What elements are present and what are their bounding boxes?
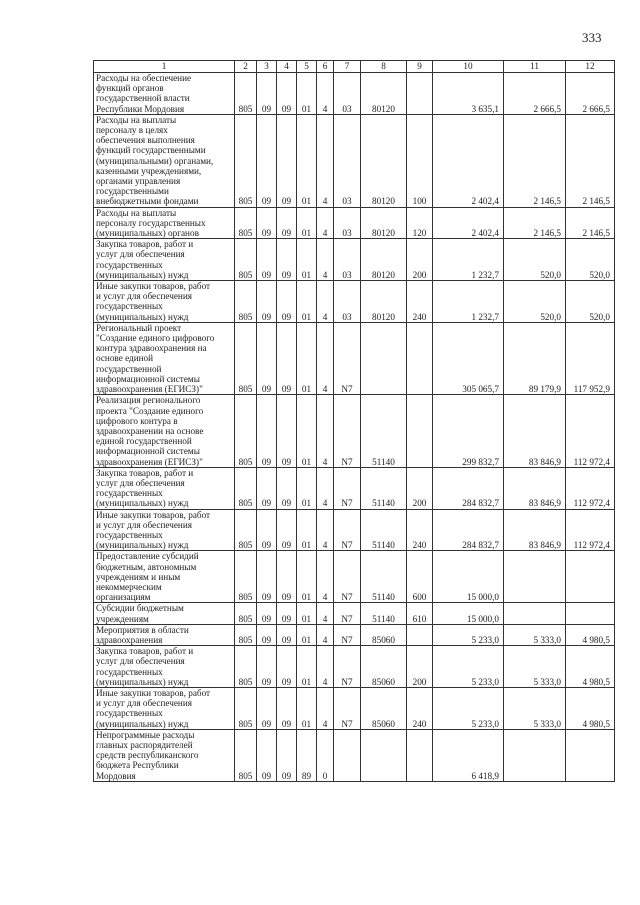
amount-cell: 3 635,1 bbox=[433, 73, 504, 115]
code-cell: 85060 bbox=[361, 687, 407, 729]
amount-cell: 6 418,9 bbox=[433, 729, 504, 781]
code-cell: 01 bbox=[297, 395, 317, 467]
table-row bbox=[94, 603, 615, 624]
code-cell: 805 bbox=[235, 646, 257, 688]
code-cell: 09 bbox=[277, 207, 297, 239]
row-name-line: (муниципальными) органами, bbox=[96, 155, 214, 166]
row-name-line: Предоставление субсидий bbox=[96, 551, 199, 562]
row-name-line: Республики Мордовия bbox=[96, 103, 185, 114]
code-cell: 09 bbox=[257, 646, 277, 688]
table-row bbox=[94, 687, 615, 729]
code-cell: 89 bbox=[297, 729, 317, 781]
code-cell: 0 bbox=[317, 729, 334, 781]
code-cell: 600 bbox=[407, 551, 433, 603]
table-row bbox=[94, 281, 615, 323]
code-cell: 80120 bbox=[361, 207, 407, 239]
code-cell: 805 bbox=[235, 509, 257, 551]
code-cell: 09 bbox=[277, 114, 297, 207]
amount-cell: 520,0 bbox=[504, 281, 566, 323]
code-cell: 09 bbox=[277, 729, 297, 781]
amount-cell: 4 980,5 bbox=[566, 646, 615, 688]
code-cell: 805 bbox=[235, 239, 257, 281]
row-name bbox=[94, 322, 235, 394]
row-name-line: Закупка товаров, работ и bbox=[96, 646, 194, 657]
amount-cell: 305 065,7 bbox=[433, 322, 504, 394]
code-cell: 100 bbox=[407, 114, 433, 207]
row-name-line: и услуг для обеспечения bbox=[96, 519, 192, 530]
code-cell: 80120 bbox=[361, 281, 407, 323]
code-cell: 01 bbox=[297, 687, 317, 729]
row-name-line: услуг для обеспечения bbox=[96, 249, 185, 260]
code-cell: 4 bbox=[317, 207, 334, 239]
row-name-line: бюджета Республики bbox=[96, 760, 179, 771]
row-name-line: здравоохранения (ЕГИСЗ)" bbox=[96, 456, 203, 467]
row-name-line: государственных bbox=[96, 708, 163, 719]
row-name-line: государственных bbox=[96, 529, 163, 540]
page-number: 333 bbox=[582, 30, 602, 45]
row-name-line: Иные закупки товаров, работ bbox=[96, 509, 211, 520]
amount-cell: 112 972,4 bbox=[566, 467, 615, 509]
code-cell: 01 bbox=[297, 281, 317, 323]
amount-cell: 2 666,5 bbox=[504, 73, 566, 115]
code-cell bbox=[407, 73, 433, 115]
code-cell: N7 bbox=[334, 467, 361, 509]
row-name-line: и услуг для обеспечения bbox=[96, 291, 192, 302]
table-header-row bbox=[94, 61, 615, 73]
row-name-line: Региональный проект bbox=[96, 322, 182, 333]
code-cell: 4 bbox=[317, 467, 334, 509]
row-name-line: основе единой bbox=[96, 353, 154, 364]
table-row bbox=[94, 322, 615, 394]
row-name-line: услуг для обеспечения bbox=[96, 656, 185, 667]
code-cell: 200 bbox=[407, 239, 433, 281]
row-name-line: органами управления bbox=[96, 176, 181, 187]
code-cell: 01 bbox=[297, 646, 317, 688]
code-cell: 01 bbox=[297, 239, 317, 281]
column-header: 4 bbox=[277, 61, 297, 73]
table-row bbox=[94, 551, 615, 603]
code-cell: 200 bbox=[407, 467, 433, 509]
code-cell: 4 bbox=[317, 239, 334, 281]
code-cell: 09 bbox=[257, 395, 277, 467]
amount-cell: 4 980,5 bbox=[566, 687, 615, 729]
row-name-line: государственных bbox=[96, 259, 163, 270]
row-name-line: Иные закупки товаров, работ bbox=[96, 687, 211, 698]
row-name-line: цифрового контура в bbox=[96, 415, 178, 426]
amount-cell: 2 402,4 bbox=[433, 207, 504, 239]
code-cell: 09 bbox=[277, 646, 297, 688]
row-name-line: государственной власти bbox=[96, 93, 190, 104]
code-cell: 51140 bbox=[361, 509, 407, 551]
column-header: 12 bbox=[566, 61, 615, 73]
code-cell: 805 bbox=[235, 729, 257, 781]
row-name-line: услуг для обеспечения bbox=[96, 477, 185, 488]
code-cell: 09 bbox=[257, 114, 277, 207]
amount-cell: 284 832,7 bbox=[433, 509, 504, 551]
code-cell: 03 bbox=[334, 73, 361, 115]
amount-cell: 520,0 bbox=[504, 239, 566, 281]
row-name-line: Мордовия bbox=[96, 770, 136, 781]
row-name-line: Непрограммные расходы bbox=[96, 729, 195, 740]
amount-cell bbox=[504, 603, 566, 624]
code-cell: 09 bbox=[257, 467, 277, 509]
code-cell: 09 bbox=[257, 509, 277, 551]
code-cell: 4 bbox=[317, 322, 334, 394]
code-cell: 200 bbox=[407, 646, 433, 688]
row-name bbox=[94, 729, 235, 781]
row-name bbox=[94, 551, 235, 603]
code-cell: N7 bbox=[334, 687, 361, 729]
column-header: 9 bbox=[407, 61, 433, 73]
amount-cell: 112 972,4 bbox=[566, 395, 615, 467]
code-cell: 4 bbox=[317, 281, 334, 323]
code-cell: 09 bbox=[277, 73, 297, 115]
code-cell: 4 bbox=[317, 114, 334, 207]
row-name-line: (муниципальных) нужд bbox=[96, 311, 189, 322]
code-cell bbox=[361, 322, 407, 394]
row-name-line: средств республиканского bbox=[96, 750, 199, 761]
row-name-line: контура здравоохранения на bbox=[96, 343, 207, 354]
code-cell: N7 bbox=[334, 322, 361, 394]
code-cell: 09 bbox=[257, 551, 277, 603]
row-name-line: государственных bbox=[96, 666, 163, 677]
code-cell bbox=[407, 624, 433, 645]
code-cell: N7 bbox=[334, 646, 361, 688]
amount-cell: 2 402,4 bbox=[433, 114, 504, 207]
amount-cell: 2 146,5 bbox=[566, 114, 615, 207]
table-row bbox=[94, 509, 615, 551]
code-cell: 09 bbox=[257, 729, 277, 781]
row-name-line: Расходы на выплаты bbox=[96, 114, 177, 125]
code-cell: 09 bbox=[277, 467, 297, 509]
code-cell: 01 bbox=[297, 624, 317, 645]
table-row bbox=[94, 624, 615, 645]
code-cell: N7 bbox=[334, 603, 361, 624]
code-cell: 03 bbox=[334, 239, 361, 281]
row-name-line: здравоохранения bbox=[96, 634, 163, 645]
amount-cell: 15 000,0 bbox=[433, 603, 504, 624]
row-name-line: здравоохранения (ЕГИСЗ)" bbox=[96, 384, 203, 395]
code-cell: 51140 bbox=[361, 395, 407, 467]
row-name-line: (муниципальных) нужд bbox=[96, 718, 189, 729]
code-cell: 610 bbox=[407, 603, 433, 624]
column-header: 8 bbox=[361, 61, 407, 73]
code-cell: 09 bbox=[277, 239, 297, 281]
code-cell: 80120 bbox=[361, 114, 407, 207]
amount-cell: 2 146,5 bbox=[504, 114, 566, 207]
code-cell: 09 bbox=[277, 281, 297, 323]
code-cell: 01 bbox=[297, 322, 317, 394]
code-cell: 80120 bbox=[361, 73, 407, 115]
code-cell: 85060 bbox=[361, 646, 407, 688]
row-name-line: внебюджетными фондами bbox=[96, 196, 199, 207]
amount-cell: 2 146,5 bbox=[504, 207, 566, 239]
code-cell: 805 bbox=[235, 281, 257, 323]
row-name bbox=[94, 281, 235, 323]
row-name-line: Иные закупки товаров, работ bbox=[96, 281, 211, 292]
code-cell: 240 bbox=[407, 509, 433, 551]
column-header: 11 bbox=[504, 61, 566, 73]
row-name-line: Мероприятия в области bbox=[96, 624, 189, 635]
row-name-line: главных распорядителей bbox=[96, 740, 193, 750]
row-name-line: государственной bbox=[96, 363, 162, 374]
code-cell: 805 bbox=[235, 624, 257, 645]
amount-cell: 520,0 bbox=[566, 281, 615, 323]
table-row bbox=[94, 239, 615, 281]
amount-cell bbox=[504, 729, 566, 781]
code-cell: 09 bbox=[277, 395, 297, 467]
code-cell: 03 bbox=[334, 114, 361, 207]
row-name bbox=[94, 687, 235, 729]
code-cell: 120 bbox=[407, 207, 433, 239]
code-cell: 4 bbox=[317, 624, 334, 645]
code-cell: N7 bbox=[334, 509, 361, 551]
amount-cell: 5 333,0 bbox=[504, 624, 566, 645]
code-cell: 4 bbox=[317, 687, 334, 729]
row-name bbox=[94, 624, 235, 645]
amount-cell: 4 980,5 bbox=[566, 624, 615, 645]
row-name-line: персоналу в целях bbox=[96, 125, 168, 136]
code-cell: 01 bbox=[297, 73, 317, 115]
amount-cell bbox=[566, 603, 615, 624]
code-cell: 4 bbox=[317, 73, 334, 115]
amount-cell: 1 232,7 bbox=[433, 281, 504, 323]
code-cell: 03 bbox=[334, 207, 361, 239]
code-cell: 01 bbox=[297, 207, 317, 239]
row-name-line: казенными учреждениями, bbox=[96, 165, 202, 176]
row-name-line: государственных bbox=[96, 488, 163, 499]
row-name-line: здравоохранении на основе bbox=[96, 425, 204, 436]
code-cell: 240 bbox=[407, 687, 433, 729]
row-name-line: единой государственной bbox=[96, 436, 192, 447]
row-name bbox=[94, 114, 235, 207]
row-name-line: государственными bbox=[96, 186, 169, 197]
amount-cell: 117 952,9 bbox=[566, 322, 615, 394]
amount-cell: 5 233,0 bbox=[433, 687, 504, 729]
code-cell: 805 bbox=[235, 687, 257, 729]
row-name-line: учреждениям bbox=[96, 613, 149, 624]
code-cell: 805 bbox=[235, 322, 257, 394]
row-name-line: государственных bbox=[96, 301, 163, 312]
table-row bbox=[94, 395, 615, 467]
row-name-line: информационной системы bbox=[96, 446, 200, 457]
code-cell: 09 bbox=[277, 687, 297, 729]
amount-cell: 2 146,5 bbox=[566, 207, 615, 239]
amount-cell: 5 333,0 bbox=[504, 646, 566, 688]
code-cell: 4 bbox=[317, 646, 334, 688]
code-cell: 805 bbox=[235, 73, 257, 115]
row-name-line: Закупка товаров, работ и bbox=[96, 239, 194, 250]
code-cell: 85060 bbox=[361, 624, 407, 645]
row-name-line: информационной системы bbox=[96, 373, 200, 384]
code-cell: 01 bbox=[297, 551, 317, 603]
amount-cell: 284 832,7 bbox=[433, 467, 504, 509]
code-cell: 805 bbox=[235, 395, 257, 467]
code-cell: 805 bbox=[235, 551, 257, 603]
row-name bbox=[94, 73, 235, 115]
row-name-line: персоналу государственных bbox=[96, 217, 206, 228]
code-cell: 4 bbox=[317, 551, 334, 603]
amount-cell: 5 233,0 bbox=[433, 646, 504, 688]
code-cell: 805 bbox=[235, 467, 257, 509]
amount-cell: 5 233,0 bbox=[433, 624, 504, 645]
row-name-line: и услуг для обеспечения bbox=[96, 698, 192, 709]
row-name-line: (муниципальных) нужд bbox=[96, 540, 189, 551]
row-name-line: (муниципальных) нужд bbox=[96, 498, 189, 509]
code-cell: 09 bbox=[257, 239, 277, 281]
row-name-line: функций органов bbox=[96, 83, 164, 94]
code-cell: 09 bbox=[257, 603, 277, 624]
amount-cell: 15 000,0 bbox=[433, 551, 504, 603]
amount-cell: 89 179,9 bbox=[504, 322, 566, 394]
row-name bbox=[94, 239, 235, 281]
row-name-line: Субсидии бюджетным bbox=[96, 603, 184, 614]
column-header: 10 bbox=[433, 61, 504, 73]
code-cell: 09 bbox=[257, 624, 277, 645]
row-name-line: проекта "Создание единого bbox=[96, 405, 204, 416]
row-name-line: (муниципальных) органов bbox=[96, 228, 199, 239]
row-name bbox=[94, 207, 235, 239]
row-name-line: обеспечения выполнения bbox=[96, 135, 195, 146]
row-name-line: Реализация регионального bbox=[96, 395, 201, 406]
code-cell: 09 bbox=[257, 281, 277, 323]
code-cell: N7 bbox=[334, 551, 361, 603]
code-cell: 09 bbox=[277, 322, 297, 394]
row-name-line: Расходы на обеспечение bbox=[96, 73, 192, 83]
row-name-line: Расходы на выплаты bbox=[96, 207, 177, 218]
code-cell: N7 bbox=[334, 395, 361, 467]
code-cell bbox=[407, 395, 433, 467]
code-cell: 805 bbox=[235, 603, 257, 624]
code-cell: 09 bbox=[277, 509, 297, 551]
code-cell: 805 bbox=[235, 114, 257, 207]
code-cell: 80120 bbox=[361, 239, 407, 281]
row-name-line: (муниципальных) нужд bbox=[96, 269, 189, 280]
code-cell: 09 bbox=[257, 322, 277, 394]
code-cell bbox=[361, 729, 407, 781]
amount-cell: 1 232,7 bbox=[433, 239, 504, 281]
column-header: 3 bbox=[257, 61, 277, 73]
row-name bbox=[94, 509, 235, 551]
code-cell: 4 bbox=[317, 395, 334, 467]
code-cell: 01 bbox=[297, 467, 317, 509]
code-cell: 01 bbox=[297, 509, 317, 551]
row-name-line: учреждениям и иным bbox=[96, 571, 181, 582]
amount-cell: 520,0 bbox=[566, 239, 615, 281]
code-cell: 09 bbox=[277, 603, 297, 624]
code-cell: 09 bbox=[257, 207, 277, 239]
amount-cell: 83 846,9 bbox=[504, 509, 566, 551]
amount-cell bbox=[504, 551, 566, 603]
amount-cell: 5 333,0 bbox=[504, 687, 566, 729]
column-header: 5 bbox=[297, 61, 317, 73]
code-cell bbox=[334, 729, 361, 781]
amount-cell bbox=[566, 551, 615, 603]
table-row bbox=[94, 729, 615, 781]
amount-cell: 83 846,9 bbox=[504, 395, 566, 467]
row-name-line: некоммерческим bbox=[96, 581, 162, 592]
row-name-line: бюджетным, автономным bbox=[96, 561, 197, 572]
code-cell: 51140 bbox=[361, 603, 407, 624]
row-name bbox=[94, 646, 235, 688]
amount-cell: 83 846,9 bbox=[504, 467, 566, 509]
code-cell: N7 bbox=[334, 624, 361, 645]
code-cell: 09 bbox=[257, 73, 277, 115]
column-header: 7 bbox=[334, 61, 361, 73]
table-row bbox=[94, 646, 615, 688]
column-header: 6 bbox=[317, 61, 334, 73]
row-name bbox=[94, 467, 235, 509]
row-name-line: организациям bbox=[96, 592, 151, 603]
code-cell: 805 bbox=[235, 207, 257, 239]
column-header: 2 bbox=[235, 61, 257, 73]
code-cell: 240 bbox=[407, 281, 433, 323]
row-name bbox=[94, 395, 235, 467]
amount-cell: 2 666,5 bbox=[566, 73, 615, 115]
table-row bbox=[94, 467, 615, 509]
row-name-line: (муниципальных) нужд bbox=[96, 676, 189, 687]
code-cell bbox=[407, 729, 433, 781]
code-cell: 01 bbox=[297, 603, 317, 624]
code-cell: 51140 bbox=[361, 467, 407, 509]
code-cell: 09 bbox=[257, 687, 277, 729]
code-cell: 4 bbox=[317, 603, 334, 624]
row-name bbox=[94, 603, 235, 624]
code-cell: 09 bbox=[277, 551, 297, 603]
code-cell bbox=[407, 322, 433, 394]
table-row bbox=[94, 114, 615, 207]
amount-cell: 299 832,7 bbox=[433, 395, 504, 467]
code-cell: 09 bbox=[277, 624, 297, 645]
row-name-line: Закупка товаров, работ и bbox=[96, 467, 194, 478]
row-name-line: "Создание единого цифрового bbox=[96, 333, 215, 344]
code-cell: 4 bbox=[317, 509, 334, 551]
amount-cell: 112 972,4 bbox=[566, 509, 615, 551]
table-row bbox=[94, 207, 615, 239]
table-row bbox=[94, 73, 615, 115]
row-name-line: функций государственными bbox=[96, 145, 206, 156]
code-cell: 01 bbox=[297, 114, 317, 207]
amount-cell bbox=[566, 729, 615, 781]
budget-table bbox=[93, 60, 615, 782]
code-cell: 51140 bbox=[361, 551, 407, 603]
column-header: 1 bbox=[94, 61, 235, 73]
code-cell: 03 bbox=[334, 281, 361, 323]
